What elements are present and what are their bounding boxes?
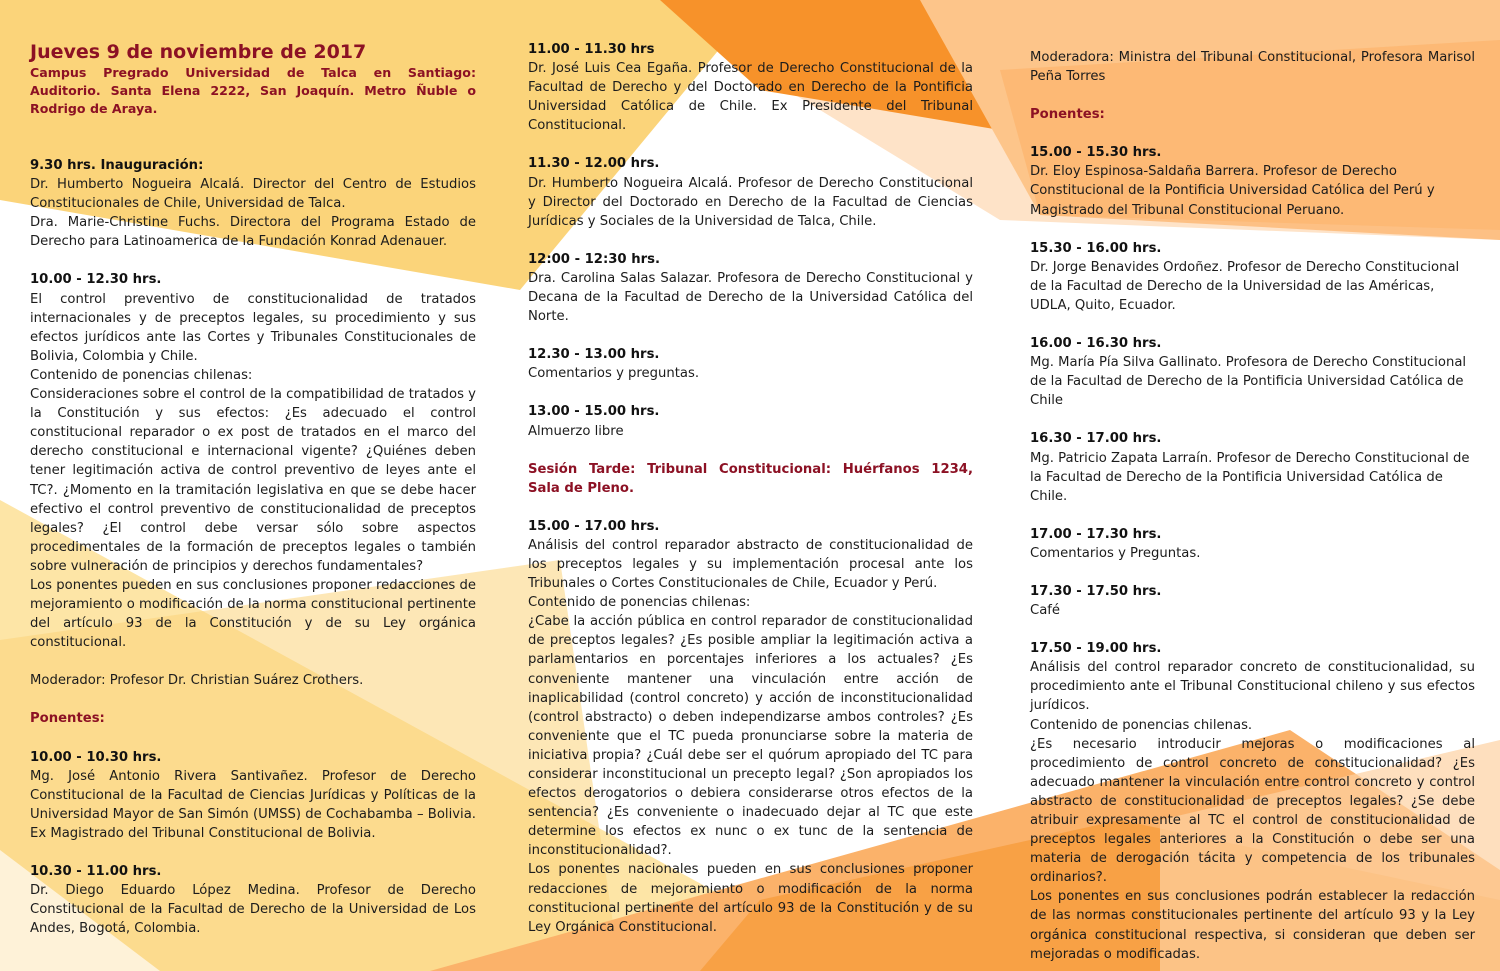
moderator-text: Moderadora: Ministra del Tribunal Constitucional, Profesora Marisol Peña Torres (1030, 50, 1475, 85)
paragraph: Análisis del control reparador abstracto de constitucionalidad de los preceptos legales y su implementación procesal ante los Tribunales o Cortes Constitucionales de Chile, Ecuador y Perú. (528, 537, 973, 592)
time-heading: 17.50 - 19.00 hrs. (1030, 641, 1162, 657)
paragraph: Análisis del control reparador concreto de constitucionalidad, su procedimiento ante el Tribunal Constitucional chileno y sus efectos jurídicos. (1030, 660, 1475, 714)
time-heading: 16.30 - 17.00 hrs. (1030, 431, 1162, 447)
paragraph: Los ponentes nacionales pueden en sus conclusiones proponer redacciones de mejoramiento o modificación de la norma constitucional pertinente del artículo 93 de la Constitución y de su Ley Orgánica Constitucional. (528, 862, 973, 935)
time-heading: 10.30 - 11.00 hrs. (30, 864, 162, 879)
paragraph: Dra. Carolina Salas Salazar. Profesora de Derecho Constitucional y Decana de la Facultad de Derecho de la Universidad Católica del Norte. (528, 270, 973, 325)
paragraph: ¿Es necesario introducir mejoras o modificaciones al procedimiento de control concreto de constitucionalidad? ¿Es adecuado mantener la vinculación entre control concreto y control abstracto de constitucionalidad de preceptos legales? ¿Se debe atribuir expresamente al TC el control de constitucionalidad de preceptos legales anteriores a la Constitución o debe ser una materia de derogación tácita y competencia de los tribunales ordinarios?. (1030, 736, 1475, 886)
paragraph: Comentarios y Preguntas. (1030, 545, 1201, 561)
paragraph: Contenido de ponencias chilenas: (528, 595, 751, 611)
paragraph: Contenido de ponencias chilenas. (1030, 717, 1253, 733)
paragraph: Dr. Jorge Benavides Ordoñez. Profesor de Derecho Constitucional de la Facultad de Derecho de la Universidad de las Américas, UDLA, Quito, Ecuador. (1030, 259, 1460, 313)
paragraph: Los ponentes pueden en sus conclusiones proponer redacciones de mejoramiento o modificación de la norma constitucional pertinente del artículo 93 de la Constitución y de su Ley orgánica constitucional. (30, 577, 476, 651)
paragraph: Dr. Humberto Nogueira Alcalá. Director del Centro de Estudios Constitucionales de Chile, Universidad de Talca. (30, 177, 476, 212)
paragraph: Dra. Marie-Christine Fuchs. Directora del Programa Estado de Derecho para Latinoamerica de la Fundación Konrad Adenauer. (30, 215, 476, 250)
paragraph: Comentarios y preguntas. (528, 366, 700, 382)
time-heading: 15.00 - 17.00 hrs. (528, 518, 660, 534)
paragraph: Almuerzo libre (528, 423, 624, 439)
column-3 (1030, 48, 1475, 964)
time-heading: 15.30 - 16.00 hrs. (1030, 240, 1162, 256)
time-heading: 15.00 - 15.30 hrs. (1030, 145, 1162, 161)
paragraph: Contenido de ponencias chilenas: (30, 367, 253, 383)
column-1 (30, 40, 476, 938)
paragraph: Mg. María Pía Silva Gallinato. Profesora de Derecho Constitucional de la Facultad de Derecho de la Pontificia Universidad Católica de Chile (1030, 355, 1467, 409)
paragraph: Dr. José Luis Cea Egaña. Profesor de Derecho Constitucional de la Facultad de Derecho y del Doctorado en Derecho de la Pontificia Universidad Católica de Chile. Ex Presidente del Tribunal Constitucional. (528, 61, 973, 134)
time-heading: 9.30 hrs. Inauguración: (30, 158, 204, 173)
paragraph: El control preventivo de constitucionalidad de tratados internacionales y de preceptos legales, su procedimiento y sus efectos jurídicos ante las Cortes y Tribunales Constitucionales de Bolivia, Colombia y Chile. (30, 291, 476, 364)
paragraph: Dr. Diego Eduardo López Medina. Profesor de Derecho Constitucional de la Facultad de Derecho de la Universidad de Los Andes, Bogotá, Colombia. (30, 883, 476, 937)
column-2 (528, 40, 973, 937)
event-date-title: Jueves 9 de noviembre de 2017 (30, 41, 367, 63)
paragraph: ¿Cabe la acción pública en control reparador de constitucionalidad de preceptos legales? ¿Es posible ampliar la legitimación activa a parlamentarios en porcentajes inferiores a los actuales? ¿Es conveniente mantener una vinculación entre acción de inaplicabilidad (control concreto) y acción de inconstitucionalidad (control abstracto) o deben independizarse ambos controles? ¿Es conveniente que el TC pueda pronunciarse sobre la materia de iniciativa propia? ¿Cuál debe ser el quórum apropiado del TC para considerar inconstitucional un precepto legal? ¿Son apropiados los efectos derogatorios o debiera considerarse otros efectos de la sentencia? ¿Es conveniente o inadecuado dejar al TC que este determine los efectos ex nunc o ex tunc de la sentencia de inconstitucionalidad?. (528, 614, 973, 859)
session-heading: Sesión Tarde: Tribunal Constitucional: Huérfanos 1234, Sala de Pleno. (528, 461, 973, 496)
time-heading: 16.00 - 16.30 hrs. (1030, 336, 1162, 352)
time-heading: 11.30 - 12.00 hrs. (528, 156, 660, 172)
paragraph: Dr. Eloy Espinosa-Saldaña Barrera. Profesor de Derecho Constitucional de la Pontificia Universidad Católica del Perú y Magistrado del Tribunal Constitucional Peruano. (1030, 164, 1435, 218)
venue-text: Campus Pregrado Universidad de Talca en Santiago: Auditorio. Santa Elena 2222, San Joaquín. Metro Ñuble o Rodrigo de Araya. (30, 65, 476, 116)
paragraph: Mg. José Antonio Rivera Santivañez. Profesor de Derecho Constitucional de la Facultad de Ciencias Jurídicas y Políticas de la Universidad Mayor de San Simón (UMSS) de Cochabamba – Bolivia. Ex Magistrado del Tribunal Constitucional de Bolivia. (30, 768, 476, 841)
paragraph: Los ponentes en sus conclusiones podrán establecer la redacción de las normas constitucionales pertinente del artículo 93 y la Ley orgánica constitucional respectiva, si consideran que deben ser mejoradas o modificadas. (1030, 889, 1475, 962)
time-heading: 10.00 - 10.30 hrs. (30, 749, 162, 765)
paragraph: Dr. Humberto Nogueira Alcalá. Profesor de Derecho Constitucional y Director del Doctorado en Derecho de la Facultad de Ciencias Jurídicas y Sociales de la Universidad de Talca, Chile. (528, 175, 973, 229)
time-heading: 12.30 - 13.00 hrs. (528, 347, 660, 363)
moderator-text: Moderador: Profesor Dr. Christian Suárez Crothers. (30, 673, 364, 689)
time-heading: 13.00 - 15.00 hrs. (528, 404, 660, 420)
ponentes-heading: Ponentes: (1030, 107, 1105, 123)
time-heading: 12:00 - 12:30 hrs. (528, 251, 660, 267)
paragraph: Café (1030, 603, 1061, 619)
time-heading: 17.30 - 17.50 hrs. (1030, 583, 1162, 599)
time-heading: 17.00 - 17.30 hrs. (1030, 526, 1162, 542)
time-heading: 10.00 - 12.30 hrs. (30, 272, 162, 288)
paragraph: Consideraciones sobre el control de la compatibilidad de tratados y la Constitución y sus efectos: ¿Es adecuado el control constitucional reparador o ex post de tratados en el marco del derecho constitucional e internacional vigente? ¿Quiénes deben tener legitimación activa de control preventivo de leyes ante el TC?. ¿Momento en la tramitación legislativa en que se debe hacer efectivo el control preventivo de constitucionalidad de preceptos legales? ¿El control debe versar sólo sobre aspectos procedimentales de la formación de preceptos legales o también sobre vulneración de principios y derechos fundamentales? (30, 387, 476, 574)
time-heading: 11.00 - 11.30 hrs (528, 42, 655, 57)
paragraph: Mg. Patricio Zapata Larraín. Profesor de Derecho Constitucional de la Facultad de Derecho de la Pontificia Universidad Católica de Chile. (1030, 450, 1470, 504)
ponentes-heading: Ponentes: (30, 711, 105, 727)
